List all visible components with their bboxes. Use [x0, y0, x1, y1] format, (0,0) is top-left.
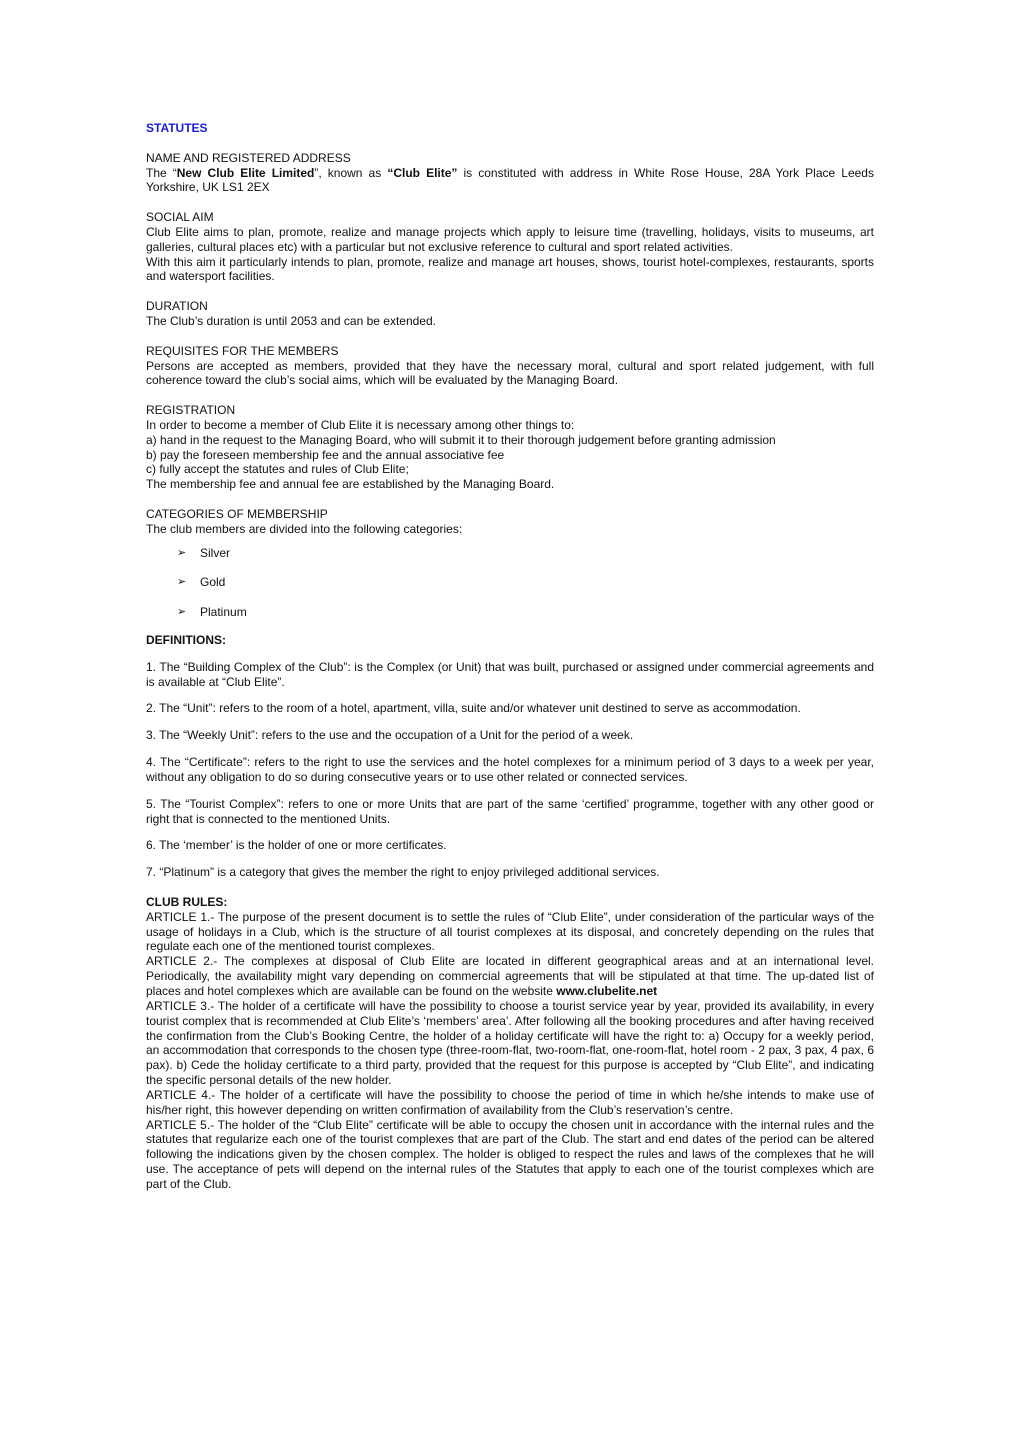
registration-section: [146, 403, 874, 492]
category-list: [146, 546, 874, 620]
section-heading: REQUISITES FOR THE MEMBERS: [146, 343, 339, 358]
definition-item: 3. The “Weekly Unit”: refers to the use and the occupation of a Unit for the period of a week.: [146, 728, 634, 743]
definition-item: 2. The “Unit”: refers to the room of a hotel, apartment, villa, suite and/or whatever unit destined to serve as accommodation.: [146, 701, 801, 716]
definitions-section: [146, 633, 874, 880]
categories-section: [146, 507, 874, 620]
category-label: Gold: [200, 575, 226, 590]
definition-item: 7. “Platinum” is a category that gives the member the right to enjoy privileged additional services.: [146, 865, 660, 880]
name-address-section: [146, 151, 874, 196]
section-heading: CATEGORIES OF MEMBERSHIP: [146, 506, 328, 521]
duration-section: [146, 299, 874, 329]
article-3: ARTICLE 3.- The holder of a certificate will have the possibility to choose a tourist service year by year, provided its availability, in every tourist complex that is recommended at Club Elite’s ‘members’ area’. After following all the booking procedures and after having received the confirmation from the Club’s Booking Centre, the holder of a holiday certificate will have the right to: a) Occupy for a weekly period, an accommodation that corresponds to the chosen type (three-room-flat, two-room-flat, one-room-flat, hotel room - 2 pax, 3 pax, 4 pax, 6 pax). b) Cede the holiday certificate to a third party, provided that the request for this purpose is accepted by “Club Elite”, and indicating the specific personal details of the new holder.: [146, 998, 874, 1088]
arrowhead-bullet-icon: ➢: [177, 546, 187, 559]
section-heading: NAME AND REGISTERED ADDRESS: [146, 150, 351, 165]
definition-item: 1. The “Building Complex of the Club”: is the Complex (or Unit) that was built, purchased or assigned under commercial agreements and is available at “Club Elite”.: [146, 659, 874, 689]
club-rules-section: [146, 895, 874, 1192]
list-item: [146, 605, 874, 620]
paragraph: Persons are accepted as members, provided that they have the necessary moral, cultural and sport related judgement, with full coherence toward the club’s social aims, which will be evaluated by the Managing Board.: [146, 358, 874, 388]
article-1: ARTICLE 1.- The purpose of the present document is to settle the rules of “Club Elite”, under consideration of the particular ways of the usage of holidays in a Club, which is the structure of all tourist complexes at its disposal, and concretely depending on the rules that regulate each one of the mentioned tourist complexes.: [146, 909, 874, 954]
text-run: ”, known as: [314, 165, 388, 180]
definition-item: 6. The ‘member’ is the holder of one or more certificates.: [146, 838, 447, 853]
arrowhead-bullet-icon: ➢: [177, 606, 187, 619]
definition-item: 4. The “Certificate”: refers to the right to use the services and the hotel complexes for a minimum period of 3 days to a week per year, without any obligation to do so during consecutive years or to use other related or connected services.: [146, 755, 874, 784]
section-heading: REGISTRATION: [146, 403, 236, 418]
list-item: [146, 575, 874, 590]
requisites-section: [146, 344, 874, 389]
paragraph: Club Elite aims to plan, promote, realize and manage projects which apply to leisure time (travelling, holidays, visits to museums, art galleries, cultural places etc) with a particular but not exclusive reference to cultural and sport related activities.: [146, 224, 874, 254]
registration-line: b) pay the foreseen membership fee and the annual associative fee: [146, 447, 505, 462]
registration-line: In order to become a member of Club Elite it is necessary among other things to:: [146, 417, 575, 432]
category-label: Silver: [200, 545, 231, 560]
paragraph: The Club’s duration is until 2053 and can be extended.: [146, 313, 436, 328]
paragraph: With this aim it particularly intends to plan, promote, realize and manage art houses, shows, tourist hotel-complexes, restaurants, sports and watersport facilities.: [146, 254, 874, 284]
article-4: ARTICLE 4.- The holder of a certificate will have the possibility to choose the period of time in which he/she intends to make use of his/her right, this however depending on written confirmation of availability from the Club’s reservation’s centre.: [146, 1087, 874, 1117]
text-run: is constituted with address in White Rose House, 28A York Place Leeds Yorkshire, UK LS1 2EX: [146, 165, 874, 195]
document-title: STATUTES: [146, 121, 208, 135]
website-link[interactable]: www.clubelite.net: [556, 984, 658, 999]
paragraph: The club members are divided into the following categories:: [146, 521, 463, 536]
section-heading: CLUB RULES:: [146, 894, 228, 909]
document-page: [146, 121, 874, 1192]
registration-line: c) fully accept the statutes and rules of Club Elite;: [146, 462, 409, 477]
club-name: “Club Elite”: [387, 165, 458, 180]
article-2-text: ARTICLE 2.- The complexes at disposal of Club Elite are located in different geographical areas and at an international level. Periodically, the availability might vary depending on commercial agreements that will be stipulated at that time. The up-dated list of places and hotel complexes which are available can be found on the website: [146, 954, 874, 999]
list-item: [146, 546, 874, 561]
definition-item: 5. The “Tourist Complex”: refers to one or more Units that are part of the same ‘certified’ programme, together with any other good or right that is connected to the mentioned Units.: [146, 796, 874, 826]
category-label: Platinum: [200, 605, 247, 620]
company-name: New Club Elite Limited: [176, 165, 315, 180]
arrowhead-bullet-icon: ➢: [177, 576, 187, 589]
section-heading: DEFINITIONS:: [146, 632, 226, 647]
article-5: ARTICLE 5.- The holder of the “Club Elite” certificate will be able to occupy the chosen unit in accordance with the internal rules and the statutes that regularize each one of the tourist complexes that are part of the Club. The start and end dates of the period can be altered following the indications given by the chosen complex. The holder is obliged to respect the rules and laws of the complexes that he will use. The acceptance of pets will depend on the internal rules of the Statutes that apply to each one of the tourist complexes which are part of the Club.: [146, 1117, 874, 1191]
social-aim-section: [146, 210, 874, 284]
section-heading: SOCIAL AIM: [146, 210, 214, 225]
name-address-text: [146, 166, 874, 196]
text-run: The “: [146, 165, 177, 180]
section-heading: DURATION: [146, 299, 208, 314]
registration-line: a) hand in the request to the Managing Board, who will submit it to their thorough judgement before granting admission: [146, 432, 776, 447]
registration-line: The membership fee and annual fee are established by the Managing Board.: [146, 477, 555, 492]
article-2: [146, 954, 874, 999]
